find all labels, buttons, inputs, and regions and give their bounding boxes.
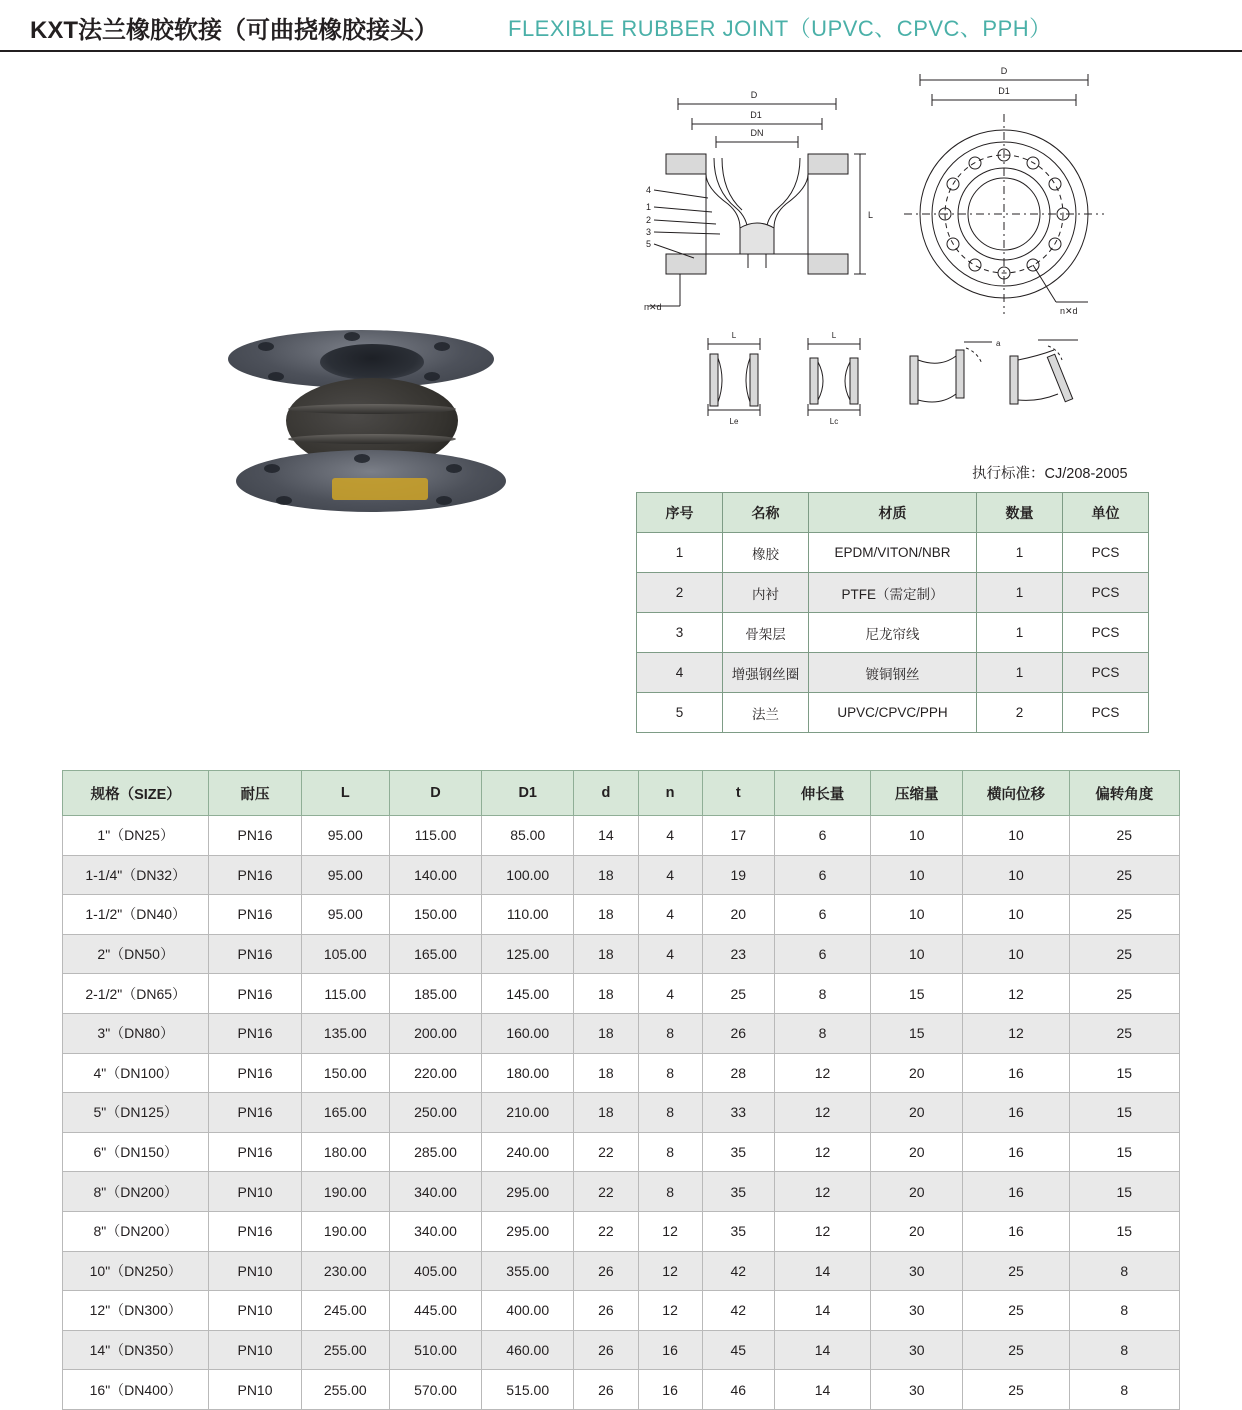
spec-table-cell: 110.00 [482,895,574,935]
svg-text:D1: D1 [998,86,1010,96]
spec-table-cell: 12 [774,1093,870,1133]
photo-body-ring [288,434,456,444]
spec-table-cell: 25 [963,1291,1069,1331]
spec-table-wrapper [62,770,1180,1410]
svg-text:L: L [731,331,737,340]
parts-table-cell: UPVC/CPVC/PPH [809,693,977,733]
spec-table-cell: 245.00 [301,1291,389,1331]
parts-header-cell: 单位 [1063,493,1149,533]
spec-table-cell: 23 [702,934,774,974]
spec-table-cell: 4 [638,934,702,974]
spec-header-cell: 耐压 [209,771,301,816]
svg-text:a: a [996,339,1001,348]
spec-table-cell: 20 [871,1211,963,1251]
spec-table-cell: 18 [574,1013,638,1053]
svg-text:Lc: Lc [829,417,839,426]
spec-table-cell: 4"（DN100） [63,1053,209,1093]
parts-header-cell: 材质 [809,493,977,533]
parts-table-cell: 尼龙帘线 [809,613,977,653]
spec-table-cell: 6 [774,855,870,895]
spec-table-cell: 8 [638,1093,702,1133]
parts-table-cell: PCS [1063,573,1149,613]
spec-table-cell: 25 [1069,974,1179,1014]
spec-table-cell: 25 [702,974,774,1014]
page-title-cn: KXT法兰橡胶软接（可曲挠橡胶接头） [30,17,438,44]
spec-table-cell: 18 [574,934,638,974]
spec-table-cell: 8 [638,1053,702,1093]
spec-table-cell: PN10 [209,1251,301,1291]
parts-table-cell: EPDM/VITON/NBR [809,533,977,573]
spec-table-cell: 22 [574,1211,638,1251]
spec-table-cell: 200.00 [389,1013,481,1053]
parts-table-cell: 3 [637,613,723,653]
spec-table-cell: PN16 [209,934,301,974]
spec-table-cell: 15 [871,1013,963,1053]
spec-table-cell: 26 [574,1330,638,1370]
spec-table-row [63,1013,1180,1053]
standard-note: 执行标准：CJ/208-2005 [972,466,1128,482]
spec-table-row [63,974,1180,1014]
spec-table-cell: PN16 [209,1013,301,1053]
spec-table-cell: 25 [1069,855,1179,895]
spec-table-cell: 42 [702,1291,774,1331]
spec-table-cell: 8"（DN200） [63,1211,209,1251]
spec-table-cell: 22 [574,1172,638,1212]
svg-text:4: 4 [646,185,652,195]
spec-table-cell: 16 [963,1053,1069,1093]
technical-drawing [636,62,1148,454]
spec-table-cell: 85.00 [482,816,574,856]
spec-header-cell: 横向位移 [963,771,1069,816]
parts-header-cell: 序号 [637,493,723,533]
spec-table [62,770,1180,1410]
spec-table-cell: 285.00 [389,1132,481,1172]
spec-table-cell: 12 [774,1132,870,1172]
spec-table-cell: PN16 [209,855,301,895]
spec-table-cell: 15 [1069,1093,1179,1133]
spec-header-cell: t [702,771,774,816]
parts-table-row [637,613,1149,653]
svg-text:n✕d: n✕d [1060,306,1078,316]
spec-table-cell: 8 [1069,1370,1179,1410]
parts-table-cell: 4 [637,653,723,693]
spec-table-cell: 18 [574,855,638,895]
spec-table-cell: 12 [638,1251,702,1291]
photo-brand-label [332,478,428,500]
svg-text:Le: Le [729,417,739,426]
parts-table-row [637,653,1149,693]
page-header [0,0,1242,52]
spec-table-cell: 6"（DN150） [63,1132,209,1172]
parts-table-cell: 橡胶 [723,533,809,573]
parts-table-cell: PTFE（需定制） [809,573,977,613]
spec-table-cell: 150.00 [301,1053,389,1093]
parts-table-row [637,693,1149,733]
spec-table-cell: 17 [702,816,774,856]
spec-table-cell: 8 [1069,1251,1179,1291]
parts-table-cell: 法兰 [723,693,809,733]
header-divider-tail [1186,50,1242,52]
parts-header-cell: 名称 [723,493,809,533]
spec-table-cell: 515.00 [482,1370,574,1410]
spec-table-cell: 185.00 [389,974,481,1014]
spec-table-cell: 240.00 [482,1132,574,1172]
spec-table-cell: 160.00 [482,1013,574,1053]
photo-bolt [264,464,280,473]
spec-header-cell: 偏转角度 [1069,771,1179,816]
svg-text:L: L [831,331,837,340]
spec-table-cell: 255.00 [301,1370,389,1410]
parts-table-cell: 增强钢丝圈 [723,653,809,693]
spec-table-cell: 8 [1069,1330,1179,1370]
svg-text:5: 5 [646,239,652,249]
spec-table-cell: 10"（DN250） [63,1251,209,1291]
spec-table-cell: 105.00 [301,934,389,974]
spec-table-cell: 340.00 [389,1211,481,1251]
photo-bolt [436,496,452,505]
spec-table-cell: 8 [774,974,870,1014]
spec-table-cell: 30 [871,1291,963,1331]
spec-table-cell: 12 [774,1172,870,1212]
parts-table-cell: 骨架层 [723,613,809,653]
product-photo [228,330,518,520]
photo-bolt [276,496,292,505]
spec-table-cell: 12 [774,1053,870,1093]
spec-table-cell: 295.00 [482,1211,574,1251]
spec-table-row [63,855,1180,895]
spec-table-row [63,895,1180,935]
photo-bolt [434,342,450,351]
spec-table-cell: 16 [963,1132,1069,1172]
spec-table-cell: 180.00 [301,1132,389,1172]
parts-table-cell: PCS [1063,693,1149,733]
spec-table-cell: PN10 [209,1370,301,1410]
spec-table-cell: 28 [702,1053,774,1093]
spec-table-row [63,1053,1180,1093]
spec-table-cell: 26 [574,1370,638,1410]
svg-text:2: 2 [646,215,652,225]
spec-table-cell: 12"（DN300） [63,1291,209,1331]
parts-table-cell: 2 [977,693,1063,733]
spec-table-cell: 2"（DN50） [63,934,209,974]
spec-header-cell: D [389,771,481,816]
spec-table-cell: 4 [638,855,702,895]
spec-table-cell: 4 [638,895,702,935]
spec-header-cell: D1 [482,771,574,816]
photo-bolt [268,372,284,381]
spec-table-cell: 295.00 [482,1172,574,1212]
spec-table-cell: 100.00 [482,855,574,895]
parts-table-row [637,573,1149,613]
spec-table-cell: PN16 [209,1053,301,1093]
spec-table-cell: 95.00 [301,895,389,935]
parts-table-cell: PCS [1063,533,1149,573]
spec-table-cell: 10 [871,855,963,895]
parts-table [636,492,1149,733]
spec-table-cell: 10 [963,895,1069,935]
spec-table-cell: 115.00 [389,816,481,856]
spec-table-cell: 19 [702,855,774,895]
spec-header-cell: d [574,771,638,816]
parts-table-cell: 内衬 [723,573,809,613]
photo-top-bore [320,344,424,380]
spec-table-cell: 20 [871,1053,963,1093]
spec-table-cell: 10 [871,934,963,974]
spec-table-cell: PN10 [209,1291,301,1331]
spec-table-cell: 255.00 [301,1330,389,1370]
spec-table-cell: 180.00 [482,1053,574,1093]
spec-table-cell: 95.00 [301,855,389,895]
parts-table-cell: 1 [977,573,1063,613]
spec-table-cell: 8 [638,1172,702,1212]
spec-table-row [63,816,1180,856]
spec-table-cell: PN10 [209,1172,301,1212]
svg-text:L: L [868,210,874,220]
spec-table-cell: 460.00 [482,1330,574,1370]
spec-table-cell: 165.00 [301,1093,389,1133]
spec-table-cell: 340.00 [389,1172,481,1212]
spec-table-cell: 20 [871,1093,963,1133]
spec-table-cell: 30 [871,1251,963,1291]
spec-table-row [63,1370,1180,1410]
parts-table-cell: 1 [977,533,1063,573]
spec-table-cell: 250.00 [389,1093,481,1133]
spec-table-cell: 1-1/2"（DN40） [63,895,209,935]
spec-table-row [63,934,1180,974]
spec-table-cell: 12 [963,974,1069,1014]
spec-table-cell: 16 [638,1330,702,1370]
spec-table-cell: PN16 [209,816,301,856]
spec-table-cell: 14"（DN350） [63,1330,209,1370]
spec-table-cell: 25 [1069,1013,1179,1053]
spec-table-cell: 33 [702,1093,774,1133]
photo-bolt [344,332,360,341]
spec-table-cell: 18 [574,974,638,1014]
spec-header-cell: 压缩量 [871,771,963,816]
spec-table-row [63,1330,1180,1370]
spec-table-cell: 8 [638,1013,702,1053]
svg-text:3: 3 [646,227,652,237]
spec-table-cell: 95.00 [301,816,389,856]
spec-table-cell: 10 [963,816,1069,856]
spec-table-cell: 25 [1069,816,1179,856]
spec-table-cell: 25 [1069,934,1179,974]
header-divider [0,50,1186,52]
spec-table-cell: 15 [1069,1132,1179,1172]
spec-table-row [63,1093,1180,1133]
parts-table-cell: 1 [977,653,1063,693]
spec-table-cell: PN16 [209,1132,301,1172]
spec-table-cell: 46 [702,1370,774,1410]
spec-table-cell: 8 [638,1132,702,1172]
photo-bolt [258,342,274,351]
spec-table-cell: 12 [638,1211,702,1251]
parts-table-cell: 5 [637,693,723,733]
spec-table-cell: 510.00 [389,1330,481,1370]
spec-table-cell: 15 [1069,1172,1179,1212]
spec-table-cell: 6 [774,895,870,935]
spec-table-cell: 10 [963,934,1069,974]
svg-text:DN: DN [750,128,764,138]
spec-table-cell: 190.00 [301,1211,389,1251]
spec-table-cell: 12 [963,1013,1069,1053]
spec-table-cell: 8"（DN200） [63,1172,209,1212]
spec-table-header-row [63,771,1180,816]
spec-table-cell: 20 [871,1172,963,1212]
svg-text:D: D [750,90,758,100]
spec-table-cell: 210.00 [482,1093,574,1133]
spec-table-cell: 165.00 [389,934,481,974]
spec-table-cell: 6 [774,934,870,974]
spec-table-cell: PN10 [209,1330,301,1370]
spec-table-cell: 15 [1069,1211,1179,1251]
parts-table-cell: 1 [637,533,723,573]
spec-table-cell: 14 [774,1330,870,1370]
spec-table-cell: 230.00 [301,1251,389,1291]
parts-table-cell: 1 [977,613,1063,653]
svg-text:1: 1 [646,202,652,212]
spec-table-cell: 14 [574,816,638,856]
spec-table-cell: 26 [702,1013,774,1053]
spec-table-cell: 25 [963,1370,1069,1410]
spec-table-cell: 18 [574,895,638,935]
spec-table-cell: 35 [702,1211,774,1251]
spec-table-cell: 190.00 [301,1172,389,1212]
parts-table-cell: PCS [1063,653,1149,693]
spec-table-cell: 30 [871,1370,963,1410]
spec-table-cell: 26 [574,1251,638,1291]
spec-table-cell: PN16 [209,1211,301,1251]
spec-table-cell: 14 [774,1291,870,1331]
parts-table-cell: 镀铜钢丝 [809,653,977,693]
spec-table-cell: 16 [963,1172,1069,1212]
spec-table-cell: 25 [1069,895,1179,935]
spec-table-cell: 400.00 [482,1291,574,1331]
spec-table-cell: 20 [871,1132,963,1172]
spec-table-cell: 16 [963,1093,1069,1133]
spec-table-row [63,1211,1180,1251]
photo-body-ring [288,404,456,414]
svg-text:D: D [1000,66,1008,76]
spec-table-cell: 26 [574,1291,638,1331]
spec-table-cell: 4 [638,974,702,1014]
spec-header-cell: L [301,771,389,816]
spec-header-cell: 伸长量 [774,771,870,816]
spec-table-cell: 20 [702,895,774,935]
spec-table-cell: 1-1/4"（DN32） [63,855,209,895]
spec-table-cell: 14 [774,1251,870,1291]
parts-table-header-row [637,493,1149,533]
spec-table-cell: 4 [638,816,702,856]
spec-table-cell: 35 [702,1132,774,1172]
spec-header-cell: n [638,771,702,816]
spec-table-cell: 570.00 [389,1370,481,1410]
spec-table-cell: 25 [963,1330,1069,1370]
spec-table-cell: 220.00 [389,1053,481,1093]
spec-table-cell: 115.00 [301,974,389,1014]
parts-header-cell: 数量 [977,493,1063,533]
spec-table-cell: 5"（DN125） [63,1093,209,1133]
spec-table-cell: 445.00 [389,1291,481,1331]
photo-bolt [354,454,370,463]
page-title-en: FLEXIBLE RUBBER JOINT（UPVC、CPVC、PPH） [508,16,1052,41]
parts-table-cell: 2 [637,573,723,613]
photo-bolt [446,464,462,473]
spec-table-cell: 355.00 [482,1251,574,1291]
spec-table-row [63,1251,1180,1291]
photo-bolt [424,372,440,381]
spec-table-cell: 18 [574,1093,638,1133]
spec-table-cell: 125.00 [482,934,574,974]
spec-table-cell: 14 [774,1370,870,1410]
spec-table-cell: 3"（DN80） [63,1013,209,1053]
parts-table-row [637,533,1149,573]
spec-table-cell: 10 [963,855,1069,895]
spec-table-cell: 35 [702,1172,774,1212]
spec-table-cell: 8 [774,1013,870,1053]
spec-table-cell: 25 [963,1251,1069,1291]
spec-table-row [63,1132,1180,1172]
spec-table-cell: 16 [638,1370,702,1410]
spec-table-cell: 30 [871,1330,963,1370]
spec-table-cell: 8 [1069,1291,1179,1331]
spec-table-cell: 150.00 [389,895,481,935]
spec-table-cell: PN16 [209,1093,301,1133]
spec-table-cell: 42 [702,1251,774,1291]
spec-table-cell: 2-1/2"（DN65） [63,974,209,1014]
spec-table-row [63,1172,1180,1212]
svg-text:n✕d: n✕d [644,302,662,312]
spec-table-cell: 15 [871,974,963,1014]
spec-table-cell: 140.00 [389,855,481,895]
parts-table-cell: PCS [1063,613,1149,653]
spec-table-cell: 1"（DN25） [63,816,209,856]
spec-table-cell: 145.00 [482,974,574,1014]
spec-table-cell: PN16 [209,974,301,1014]
spec-table-cell: 12 [774,1211,870,1251]
svg-text:D1: D1 [750,110,762,120]
spec-table-cell: PN16 [209,895,301,935]
spec-table-cell: 16"（DN400） [63,1370,209,1410]
spec-table-row [63,1291,1180,1331]
spec-table-cell: 6 [774,816,870,856]
spec-table-cell: 45 [702,1330,774,1370]
spec-table-cell: 12 [638,1291,702,1331]
spec-header-cell: 规格（SIZE） [63,771,209,816]
spec-table-cell: 10 [871,895,963,935]
spec-table-cell: 10 [871,816,963,856]
spec-table-cell: 135.00 [301,1013,389,1053]
spec-table-cell: 405.00 [389,1251,481,1291]
spec-table-cell: 15 [1069,1053,1179,1093]
spec-table-cell: 16 [963,1211,1069,1251]
spec-table-cell: 18 [574,1053,638,1093]
spec-table-cell: 22 [574,1132,638,1172]
